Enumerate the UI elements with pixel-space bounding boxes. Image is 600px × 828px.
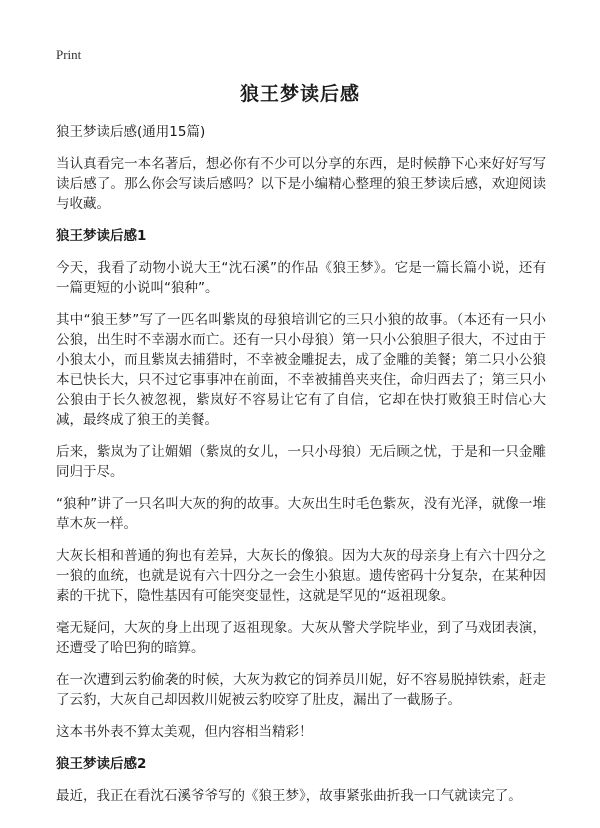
- paragraph: 最近，我正在看沈石溪爷爷写的《狼王梦》，故事紧张曲折我一口气就读完了。: [56, 788, 522, 804]
- paragraph: 今天，我看了动物小说大王“沈石溪”的作品《狼王梦》。它是一篇长篇小说，还有一篇更短的小说叫“狼种”。: [56, 260, 546, 296]
- paragraph: 大灰长相和普通的狗也有差异，大灰长的像狼。因为大灰的母亲身上有六十四分之一狼的血统，也就是说有六十四分之一会生小狼崽。遗传密码十分复杂，在某种因素的干扰下，隐性基因有可能突变显性，这就是罕见的“返祖现象。: [56, 548, 546, 604]
- print-link[interactable]: Print: [56, 47, 82, 62]
- document-body: [56, 122, 546, 818]
- page-title: 狼王梦读后感: [239, 83, 360, 105]
- paragraph: 后来，紫岚为了让媚媚（紫岚的女儿，一只小母狼）无后顾之忧，于是和一只金雕同归于尽。: [56, 444, 546, 480]
- paragraph: 这本书外表不算太美观，但内容相当精彩！: [56, 724, 313, 740]
- paragraph: 其中“狼王梦”写了一匹名叫紫岚的母狼培训它的三只小狼的故事。（本还有一只小公狼，出生时不幸溺水而亡。还有一只小母狼）第一只小公狼胆子很大，不过由于小狼太小，而且紫岚去捕猎时，不幸被金雕捉去，成了金雕的美餐；第二只小公狼本已快长大，只不过它事事冲在前面，不幸被捕兽夹夹住，命归西去了；第三只小公狼由于长久被忽视，紫岚好不容易让它有了自信，它却在快打败狼王时信心大减，最终成了狼王的美餐。: [56, 312, 546, 428]
- paragraph: “狼种”讲了一只名叫大灰的狗的故事。大灰出生时毛色紫灰，没有光泽，就像一堆草木灰一样。: [56, 496, 546, 532]
- section-heading-2: 狼王梦读后感2: [56, 756, 147, 772]
- intro-paragraph: 当认真看完一本名著后，想必你有不少可以分享的东西，是时候静下心来好好写写读后感了。那么你会写读后感吗？以下是小编精心整理的狼王梦读后感，欢迎阅读与收藏。: [56, 156, 546, 212]
- paragraph: 毫无疑问，大灰的身上出现了返祖现象。大灰从警犬学院毕业，到了马戏团表演，还遭受了哈巴狗的暗算。: [56, 620, 546, 656]
- section-heading-1: 狼王梦读后感1: [56, 228, 147, 244]
- document-subtitle: 狼王梦读后感(通用15篇): [56, 124, 206, 140]
- paragraph: 在一次遭到云豹偷袭的时候，大灰为救它的饲养员川妮，好不容易脱掉铁索，赶走了云豹，大灰自己却因救川妮被云豹咬穿了肚皮，漏出了一截肠子。: [56, 672, 546, 708]
